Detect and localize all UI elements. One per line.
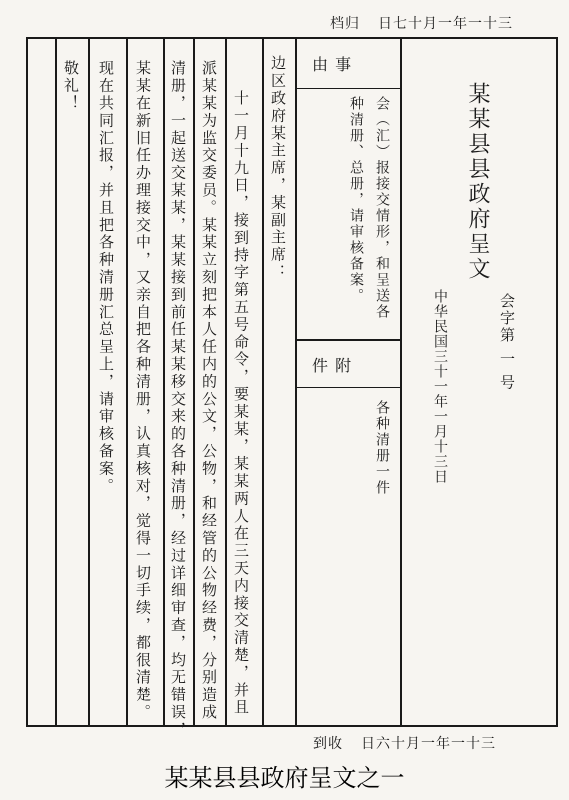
letter-column-rule: [88, 37, 90, 727]
letter-line-1: 十一月十九日，接到持字第五号命令，要某某，某某两人在三天内接交清楚，并且: [232, 90, 250, 717]
received-date: 日六十月一年一十三: [361, 736, 496, 752]
letter-line-3: 清册，一起送交某某，某某接到前任某某移交来的各种清册，经过详细审查，均无错误，: [169, 60, 187, 739]
figure-caption: 某某县县政府呈文之一: [164, 764, 405, 792]
received-label: 到收: [313, 736, 343, 752]
subject-label: 由 事: [312, 55, 353, 74]
attachment-text: 各种清册一件: [374, 400, 390, 496]
attachment-divider: [295, 339, 400, 341]
letter-line-4: 某某在新旧任办理接交中，又亲自把各种清册，认真核对，觉得一切手续，都很清楚。: [134, 60, 152, 722]
letter-line-5: 现在共同汇报，并且把各种清册汇总呈上，请审核备案。: [97, 60, 115, 495]
letter-column-rule: [126, 37, 128, 727]
frame-top-border: [26, 37, 558, 39]
letter-closing: 敬礼！: [62, 60, 80, 113]
document-title: 某某县县政府呈文: [465, 82, 490, 282]
header-block-rule: [295, 37, 297, 727]
attachment-label: 件 附: [312, 356, 353, 375]
subject-text-line-2: 种清册、总册，请审核备案。: [348, 96, 364, 304]
letter-salutation: 边区政府某主席，某副主席：: [269, 55, 287, 282]
reference-number: 会字第 一 号: [498, 293, 516, 392]
letter-column-rule: [163, 37, 165, 727]
subject-label-rule: [295, 88, 400, 89]
filing-label: 档归: [330, 16, 360, 32]
letter-column-rule: [262, 37, 264, 727]
frame-bottom-border: [26, 725, 558, 727]
filing-date: 日七十月一年一十三: [378, 16, 513, 32]
letter-column-rule: [225, 37, 227, 727]
received-stamp: [313, 733, 514, 753]
header-block-rule: [400, 37, 402, 727]
frame-right-border: [556, 37, 558, 727]
attachment-label-rule: [295, 387, 400, 388]
letter-line-2: 派某某为监交委员。某某立刻把本人任内的公文，公物，和经管的公物经费，分别造成: [200, 60, 218, 722]
subject-text-line-1: 会（汇）报接交情形，和呈送各: [374, 96, 390, 320]
issue-date: 中华民国三十一年一月十三日: [432, 289, 448, 484]
filing-stamp: [330, 13, 531, 33]
letter-column-rule: [193, 37, 195, 727]
letter-column-rule: [55, 37, 57, 727]
frame-left-border: [26, 37, 28, 727]
